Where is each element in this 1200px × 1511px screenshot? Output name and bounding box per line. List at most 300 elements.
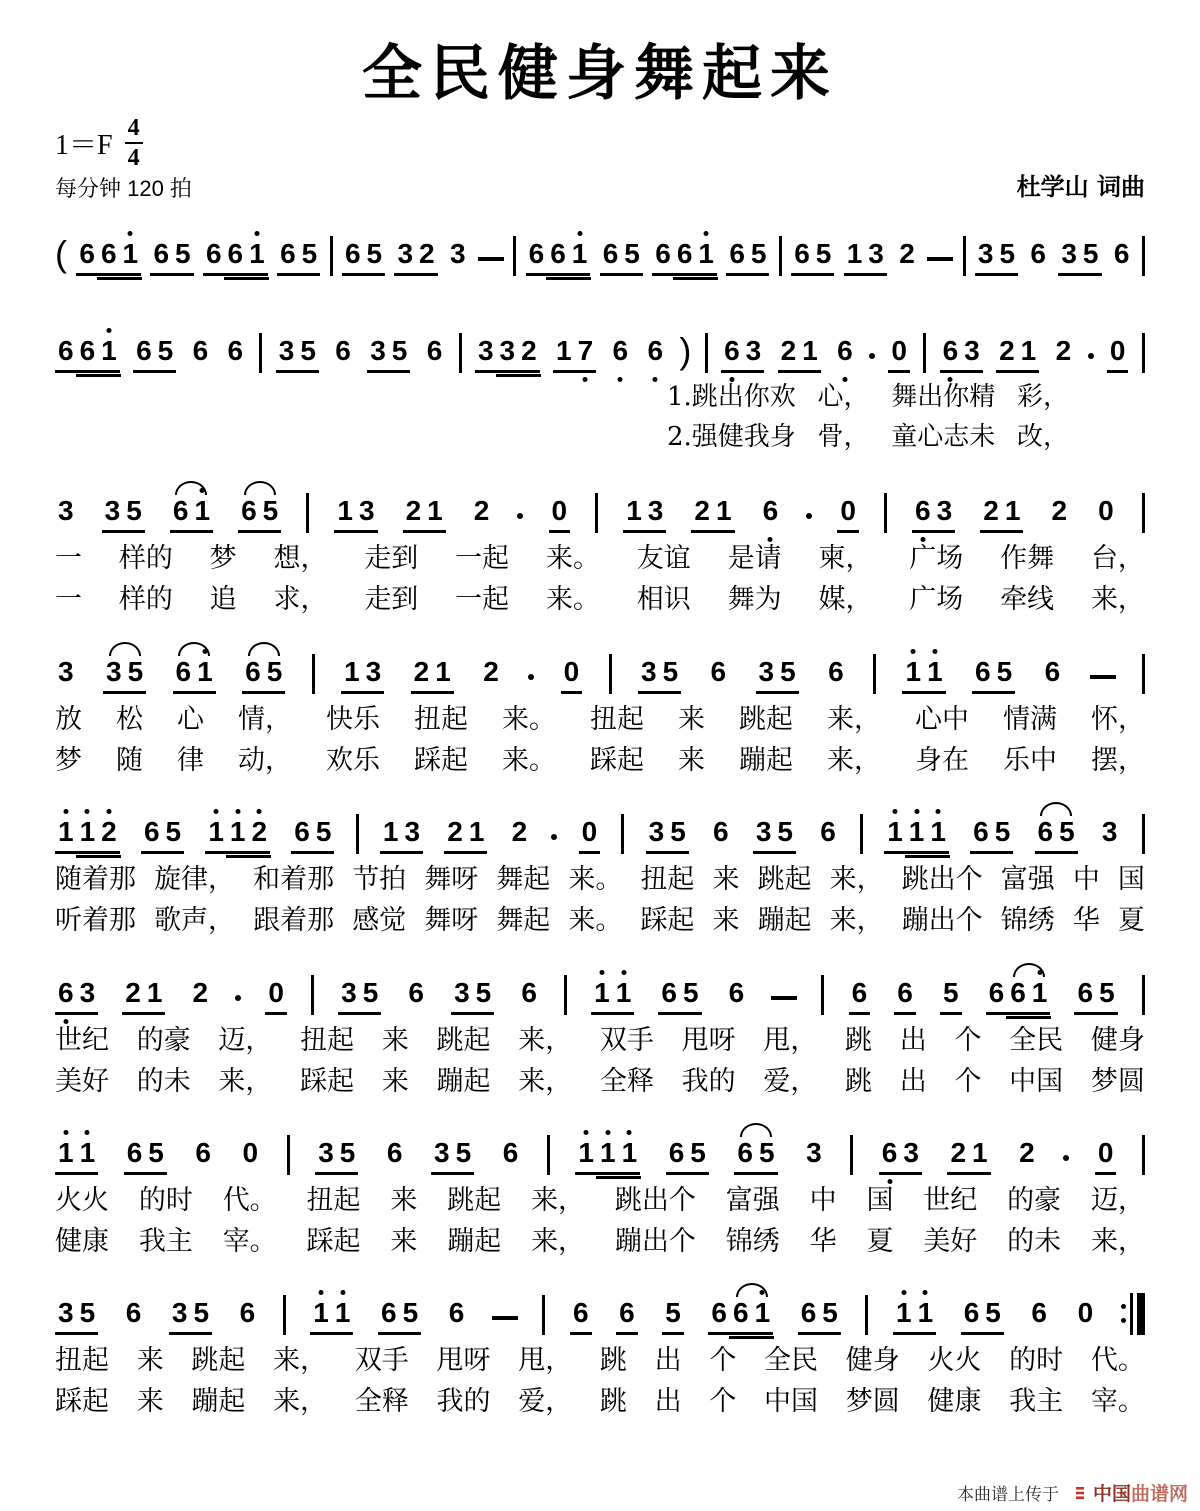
note: 1 xyxy=(98,337,120,373)
lyrics-line-2 xyxy=(55,1386,1145,1417)
lyric-word: 出 xyxy=(654,1345,682,1376)
dash-note xyxy=(478,257,504,261)
note: 1 xyxy=(310,1299,332,1335)
note: 2 xyxy=(416,240,438,276)
slur-group xyxy=(734,1139,777,1175)
beam-group xyxy=(996,337,1039,373)
note: 6 xyxy=(173,658,195,694)
note: 6 xyxy=(386,1137,403,1168)
key-tonality: 1＝F xyxy=(55,130,113,161)
lyric-word: 扭起 xyxy=(590,704,644,735)
lyric-word: 彩， xyxy=(1016,382,1069,412)
lyric-word: 来 xyxy=(678,704,705,735)
beam-group xyxy=(575,1139,640,1175)
note: 0 xyxy=(1098,495,1114,526)
barline xyxy=(356,814,359,854)
note: 5 xyxy=(123,497,145,533)
beam-group xyxy=(666,1139,709,1175)
lyric-word: 全释 xyxy=(599,1066,654,1098)
note: 6 xyxy=(972,658,994,694)
note: 1 xyxy=(713,497,735,533)
barline xyxy=(621,814,624,854)
lyric-word: 甩呀 xyxy=(436,1345,491,1376)
barline xyxy=(873,654,876,694)
note: 0 xyxy=(561,658,583,694)
lyric-word: 迈， xyxy=(1090,1185,1145,1216)
lyrics-line-1 xyxy=(55,383,1145,413)
lyrics-line-1 xyxy=(55,1025,1145,1056)
beam-group xyxy=(55,818,120,854)
lyric-word: 健身 xyxy=(845,1345,900,1376)
lyrics-line-1 xyxy=(55,543,1145,574)
lyric-word: 出 xyxy=(899,1025,927,1056)
lyric-word: 夏 xyxy=(866,1226,894,1258)
lyric-word: 踩起 xyxy=(55,1386,109,1418)
lyric-word: 宰。 xyxy=(1090,1386,1145,1418)
lyrics-line-2 xyxy=(55,1226,1145,1257)
note: 6 xyxy=(1113,238,1130,269)
note: 3 xyxy=(363,658,385,694)
lyric-word: 样的 xyxy=(118,543,173,574)
notation-system-1 xyxy=(55,230,1145,276)
note: 3 xyxy=(806,1137,822,1168)
lyric-word: 来 xyxy=(381,1066,409,1098)
barline xyxy=(459,333,462,373)
lyric-word: 媒， xyxy=(818,584,873,616)
lyric-word: 跳起 xyxy=(191,1345,246,1376)
note: 5 xyxy=(940,979,962,1015)
lyric-word: 梦 xyxy=(209,543,237,574)
lyric-word: 一起 xyxy=(455,584,510,616)
lyric-word: 跳出个 xyxy=(614,1185,696,1216)
beam-group xyxy=(122,979,165,1015)
time-signature xyxy=(125,116,143,170)
lyric-word: 改， xyxy=(1016,421,1069,452)
beam-group xyxy=(315,1139,358,1175)
note: 2 xyxy=(518,337,540,373)
lyric-word: 旋律， xyxy=(154,864,236,895)
note: 6 xyxy=(408,977,424,1008)
note: 6 xyxy=(760,497,782,533)
augmentation-dot xyxy=(528,674,534,680)
beam-group xyxy=(411,658,454,694)
barline xyxy=(312,654,315,694)
note: 5 xyxy=(813,240,835,276)
beam-group xyxy=(444,818,487,854)
lyric-word: 全民 xyxy=(764,1345,819,1376)
lyric-word: 甩， xyxy=(763,1025,818,1056)
note: 3 xyxy=(753,818,775,854)
note: 1 xyxy=(144,979,166,1015)
note: 5 xyxy=(190,1299,212,1335)
thick-barline xyxy=(1137,1293,1145,1335)
note: 5 xyxy=(748,240,770,276)
beam-group xyxy=(367,337,410,373)
qupu-logo-icon xyxy=(1066,1483,1086,1503)
lyric-word: 蹦起 xyxy=(191,1386,246,1418)
note: 2 xyxy=(996,337,1018,373)
slur-group xyxy=(730,1299,773,1335)
lyric-word: 踩起 xyxy=(414,745,468,777)
lyrics-line-2 xyxy=(55,745,1145,776)
lyric-word: 来 xyxy=(712,905,740,937)
note: 5 xyxy=(264,658,286,694)
lyric-word: 来， xyxy=(518,1066,573,1098)
lyric-word: 来， xyxy=(518,1025,573,1056)
note: 3 xyxy=(1058,240,1080,276)
augmentation-dot xyxy=(551,834,557,840)
lyric-word: 个 xyxy=(709,1386,737,1418)
note: 5 xyxy=(660,658,682,694)
note: 0 xyxy=(1077,1297,1094,1328)
note: 0 xyxy=(265,979,287,1015)
lyric-word: 扭起 xyxy=(306,1185,361,1216)
notation-system-2 xyxy=(55,327,1145,453)
note: 6 xyxy=(730,1299,752,1335)
note: 6 xyxy=(150,240,172,276)
barline xyxy=(705,333,708,373)
note: 0 xyxy=(888,337,910,373)
note: 6 xyxy=(570,1299,592,1335)
lyric-word: 富强 xyxy=(1000,864,1055,895)
notation-system-6 xyxy=(55,969,1145,1097)
lyric-word: 和着那 xyxy=(253,864,335,895)
barline xyxy=(283,1295,286,1335)
note: 1 xyxy=(424,497,446,533)
lyric-word: 追 xyxy=(209,584,237,616)
beam-group xyxy=(55,337,120,373)
beam-group xyxy=(378,1299,421,1335)
lyric-word: 全释 xyxy=(354,1386,409,1418)
note: 2 xyxy=(473,495,490,526)
lyric-word: 的豪 xyxy=(136,1025,191,1056)
barline xyxy=(821,975,824,1015)
barline xyxy=(287,1135,290,1175)
note: 6 xyxy=(141,818,163,854)
beam-group xyxy=(342,240,385,276)
dash-note xyxy=(927,257,953,261)
beam-group xyxy=(658,979,701,1015)
lyric-word: 扭起 xyxy=(414,704,468,735)
lyric-word: 放 xyxy=(55,704,82,735)
note: 6 xyxy=(820,816,836,847)
lyric-word: 踩起 xyxy=(640,905,695,937)
note: 1 xyxy=(799,337,821,373)
note: 3 xyxy=(77,979,99,1015)
note: 1 xyxy=(55,1139,77,1175)
note: 6 xyxy=(721,337,743,373)
note: 6 xyxy=(710,656,727,687)
lyric-word: 一 xyxy=(55,584,82,616)
note: 6 xyxy=(124,1139,146,1175)
note: 6 xyxy=(728,977,745,1008)
beam-group xyxy=(553,337,596,373)
note: 0 xyxy=(549,497,571,533)
note: 5 xyxy=(777,658,799,694)
notation-system-4 xyxy=(55,648,1145,776)
beam-group xyxy=(124,1139,167,1175)
parenthesis: ( xyxy=(55,233,67,274)
note: 6 xyxy=(713,816,729,847)
lyric-word: 身在 xyxy=(915,745,969,777)
note: 1 xyxy=(695,240,717,276)
note: 6 xyxy=(125,1297,142,1328)
note: 2 xyxy=(691,497,713,533)
lyric-word: 双手 xyxy=(354,1345,409,1376)
beam-group xyxy=(902,658,945,694)
augmentation-dot xyxy=(869,353,875,359)
lyric-word: 跟着那 xyxy=(253,905,335,937)
note: 5 xyxy=(473,979,495,1015)
lyrics-line-1 xyxy=(55,1185,1145,1216)
note: 6 xyxy=(970,818,992,854)
barline xyxy=(860,814,863,854)
note: 1 xyxy=(927,818,949,854)
note: 6 xyxy=(170,497,192,533)
lyric-word: 国 xyxy=(1117,864,1145,895)
note: 5 xyxy=(994,658,1016,694)
lyrics-line-2 xyxy=(55,905,1145,936)
beam-group xyxy=(975,240,1018,276)
note: 6 xyxy=(849,979,871,1015)
lyric-word: 情， xyxy=(238,704,292,735)
notation-system-3 xyxy=(55,487,1145,615)
note: 1 xyxy=(341,658,363,694)
augmentation-dot xyxy=(806,513,812,519)
augmentation-dot xyxy=(235,995,241,1001)
lyrics-line-2 xyxy=(55,423,1145,453)
beam-group xyxy=(893,1299,936,1335)
lyric-word: 出 xyxy=(899,1066,927,1098)
lyric-word: 来， xyxy=(829,905,884,937)
note: 5 xyxy=(774,818,796,854)
lyric-word: 甩呀 xyxy=(681,1025,736,1056)
note: 6 xyxy=(238,497,260,533)
lyric-word: 心 xyxy=(177,704,204,735)
note: 6 xyxy=(225,240,247,276)
note: 6 xyxy=(521,977,537,1008)
notation-row xyxy=(55,1129,1145,1175)
note: 3 xyxy=(102,497,124,533)
note: 6 xyxy=(98,240,120,276)
note: 6 xyxy=(708,1299,730,1335)
note: 6 xyxy=(192,335,209,366)
lyric-word: 爱， xyxy=(518,1386,573,1418)
note: 5 xyxy=(77,1299,99,1335)
note: 6 xyxy=(76,240,98,276)
note: 3 xyxy=(475,337,497,373)
composer-credit: 杜学山 词曲 xyxy=(1016,172,1145,201)
beam-group xyxy=(756,658,799,694)
note: 2 xyxy=(980,497,1002,533)
lyric-word: 节拍 xyxy=(352,864,407,895)
note: 1 xyxy=(194,658,216,694)
footer-site-name xyxy=(1093,1479,1188,1506)
note: 6 xyxy=(502,1137,519,1168)
note: 5 xyxy=(364,240,386,276)
lyric-word: 跳 xyxy=(599,1345,627,1376)
beam-group xyxy=(277,240,320,276)
song-title: 全民健身舞起来 xyxy=(362,39,838,109)
beam-group xyxy=(753,818,796,854)
note: 1 xyxy=(619,1139,641,1175)
lyric-word: 扭起 xyxy=(640,864,695,895)
note: 1 xyxy=(227,818,249,854)
lyric-word: 踩起 xyxy=(300,1066,355,1098)
beam-group xyxy=(986,979,1051,1015)
slur-group xyxy=(1007,979,1050,1015)
note: 3 xyxy=(645,497,667,533)
lyric-word: 欢乐 xyxy=(326,745,380,777)
beam-group xyxy=(912,497,955,533)
barline xyxy=(330,236,333,276)
note: 6 xyxy=(834,337,856,373)
lyric-word: 我的 xyxy=(681,1066,736,1098)
barline xyxy=(513,236,516,276)
beam-group xyxy=(638,658,681,694)
note: 6 xyxy=(986,979,1008,1015)
beam-group xyxy=(600,240,643,276)
lyric-word: 跳起 xyxy=(447,1185,502,1216)
lyric-word: 的时 xyxy=(1009,1345,1064,1376)
note: 1 xyxy=(591,979,613,1015)
note: 3 xyxy=(367,337,389,373)
note: 6 xyxy=(227,335,244,366)
beam-group xyxy=(403,497,446,533)
lyric-word: 心中 xyxy=(915,704,969,735)
note: 6 xyxy=(342,240,364,276)
note: 6 xyxy=(940,337,962,373)
lyric-word: 来， xyxy=(827,745,881,777)
lyric-word: 相识 xyxy=(636,584,691,616)
note: 5 xyxy=(313,818,335,854)
lyric-word: 乐中 xyxy=(1003,745,1057,777)
lyric-word: 火火 xyxy=(927,1345,982,1376)
note: 3 xyxy=(55,1299,77,1335)
beam-group xyxy=(778,337,821,373)
lyric-word: 扭起 xyxy=(55,1345,109,1376)
beam-group xyxy=(133,337,176,373)
note: 6 xyxy=(1007,979,1029,1015)
lyric-word: 梦圆 xyxy=(1090,1066,1145,1098)
barline xyxy=(850,1135,853,1175)
barline xyxy=(1142,814,1145,854)
note: 2 xyxy=(1055,335,1072,366)
time-signature-numerator: 4 xyxy=(125,116,143,144)
lyric-word: 柬， xyxy=(818,543,873,574)
note: 1 xyxy=(597,1139,619,1175)
lyric-word: 作舞 xyxy=(1000,543,1055,574)
note: 6 xyxy=(526,240,548,276)
lyric-word: 代。 xyxy=(1090,1345,1145,1376)
lyric-word: 中国 xyxy=(1009,1066,1064,1098)
note: 3 xyxy=(756,658,778,694)
note: 5 xyxy=(756,1139,778,1175)
note: 6 xyxy=(791,240,813,276)
note: 1 xyxy=(613,979,635,1015)
note: 1 xyxy=(575,1139,597,1175)
footer-site-name-secondary: 曲谱网 xyxy=(1130,1484,1188,1505)
beam-group xyxy=(431,1139,474,1175)
note: 3 xyxy=(103,658,125,694)
note: 6 xyxy=(55,979,77,1015)
footer-upload-text: 本曲谱上传于 xyxy=(956,1485,1059,1504)
note: 0 xyxy=(242,1137,259,1168)
lyric-word: 蹦出个 xyxy=(901,905,983,937)
lyric-word: 来 xyxy=(136,1386,164,1418)
thin-barline xyxy=(1130,1293,1133,1335)
lyric-word: 心， xyxy=(817,382,870,412)
note: 6 xyxy=(828,656,844,687)
beam-group xyxy=(961,1299,1004,1335)
note: 3 xyxy=(451,979,473,1015)
lyric-word: 迈， xyxy=(218,1025,273,1056)
lyric-word: 国 xyxy=(866,1185,894,1216)
lyric-word: 来， xyxy=(827,704,881,735)
beam-group xyxy=(55,979,98,1015)
dash-note xyxy=(771,996,797,1000)
note: 6 xyxy=(77,337,99,373)
barline xyxy=(923,333,926,373)
lyrics-line-1 xyxy=(55,1345,1145,1376)
parenthesis: ) xyxy=(679,330,692,371)
note: 5 xyxy=(667,818,689,854)
note: 1 xyxy=(432,658,454,694)
note: 1 xyxy=(191,497,213,533)
lyric-word: 来。 xyxy=(502,745,556,777)
beam-group xyxy=(150,240,193,276)
lyric-word: 来， xyxy=(829,864,884,895)
note: 3 xyxy=(338,979,360,1015)
beam-group xyxy=(646,818,689,854)
lyric-word: 歌声， xyxy=(154,905,236,937)
note: 5 xyxy=(337,1139,359,1175)
lyric-word: 听着那 xyxy=(55,905,136,937)
lyric-word: 2.强健我身 xyxy=(667,421,796,452)
footer-site-name-primary: 中国 xyxy=(1092,1484,1131,1505)
lyrics-line-1 xyxy=(55,704,1145,735)
note: 0 xyxy=(1107,337,1129,373)
lyric-word: 爱， xyxy=(763,1066,818,1098)
note: 6 xyxy=(1031,1297,1047,1328)
lyric-word: 来 xyxy=(712,864,740,895)
beam-group xyxy=(291,818,334,854)
lyric-word: 世纪 xyxy=(55,1025,109,1056)
note: 3 xyxy=(900,1139,922,1175)
note: 6 xyxy=(1035,818,1057,854)
lyric-word: 来。 xyxy=(545,543,600,574)
lyric-word: 蹦起 xyxy=(739,745,793,777)
lyric-word: 扭起 xyxy=(300,1025,355,1056)
note: 1 xyxy=(332,1299,354,1335)
note: 3 xyxy=(961,337,983,373)
beam-group xyxy=(708,1299,773,1335)
note: 1 xyxy=(77,818,99,854)
beam-group xyxy=(726,240,769,276)
lyric-word: 随着那 xyxy=(55,864,136,895)
note: 1 xyxy=(246,240,268,276)
barline xyxy=(259,333,262,373)
note: 5 xyxy=(687,1139,709,1175)
lyric-word: 健康 xyxy=(55,1226,109,1258)
lyric-word: 想， xyxy=(273,543,328,574)
barline xyxy=(1142,654,1145,694)
repeat-end-barline xyxy=(1121,1293,1145,1335)
note: 5 xyxy=(992,818,1014,854)
note: 1 xyxy=(906,818,928,854)
notation-row xyxy=(55,808,1145,854)
note: 1 xyxy=(924,658,946,694)
